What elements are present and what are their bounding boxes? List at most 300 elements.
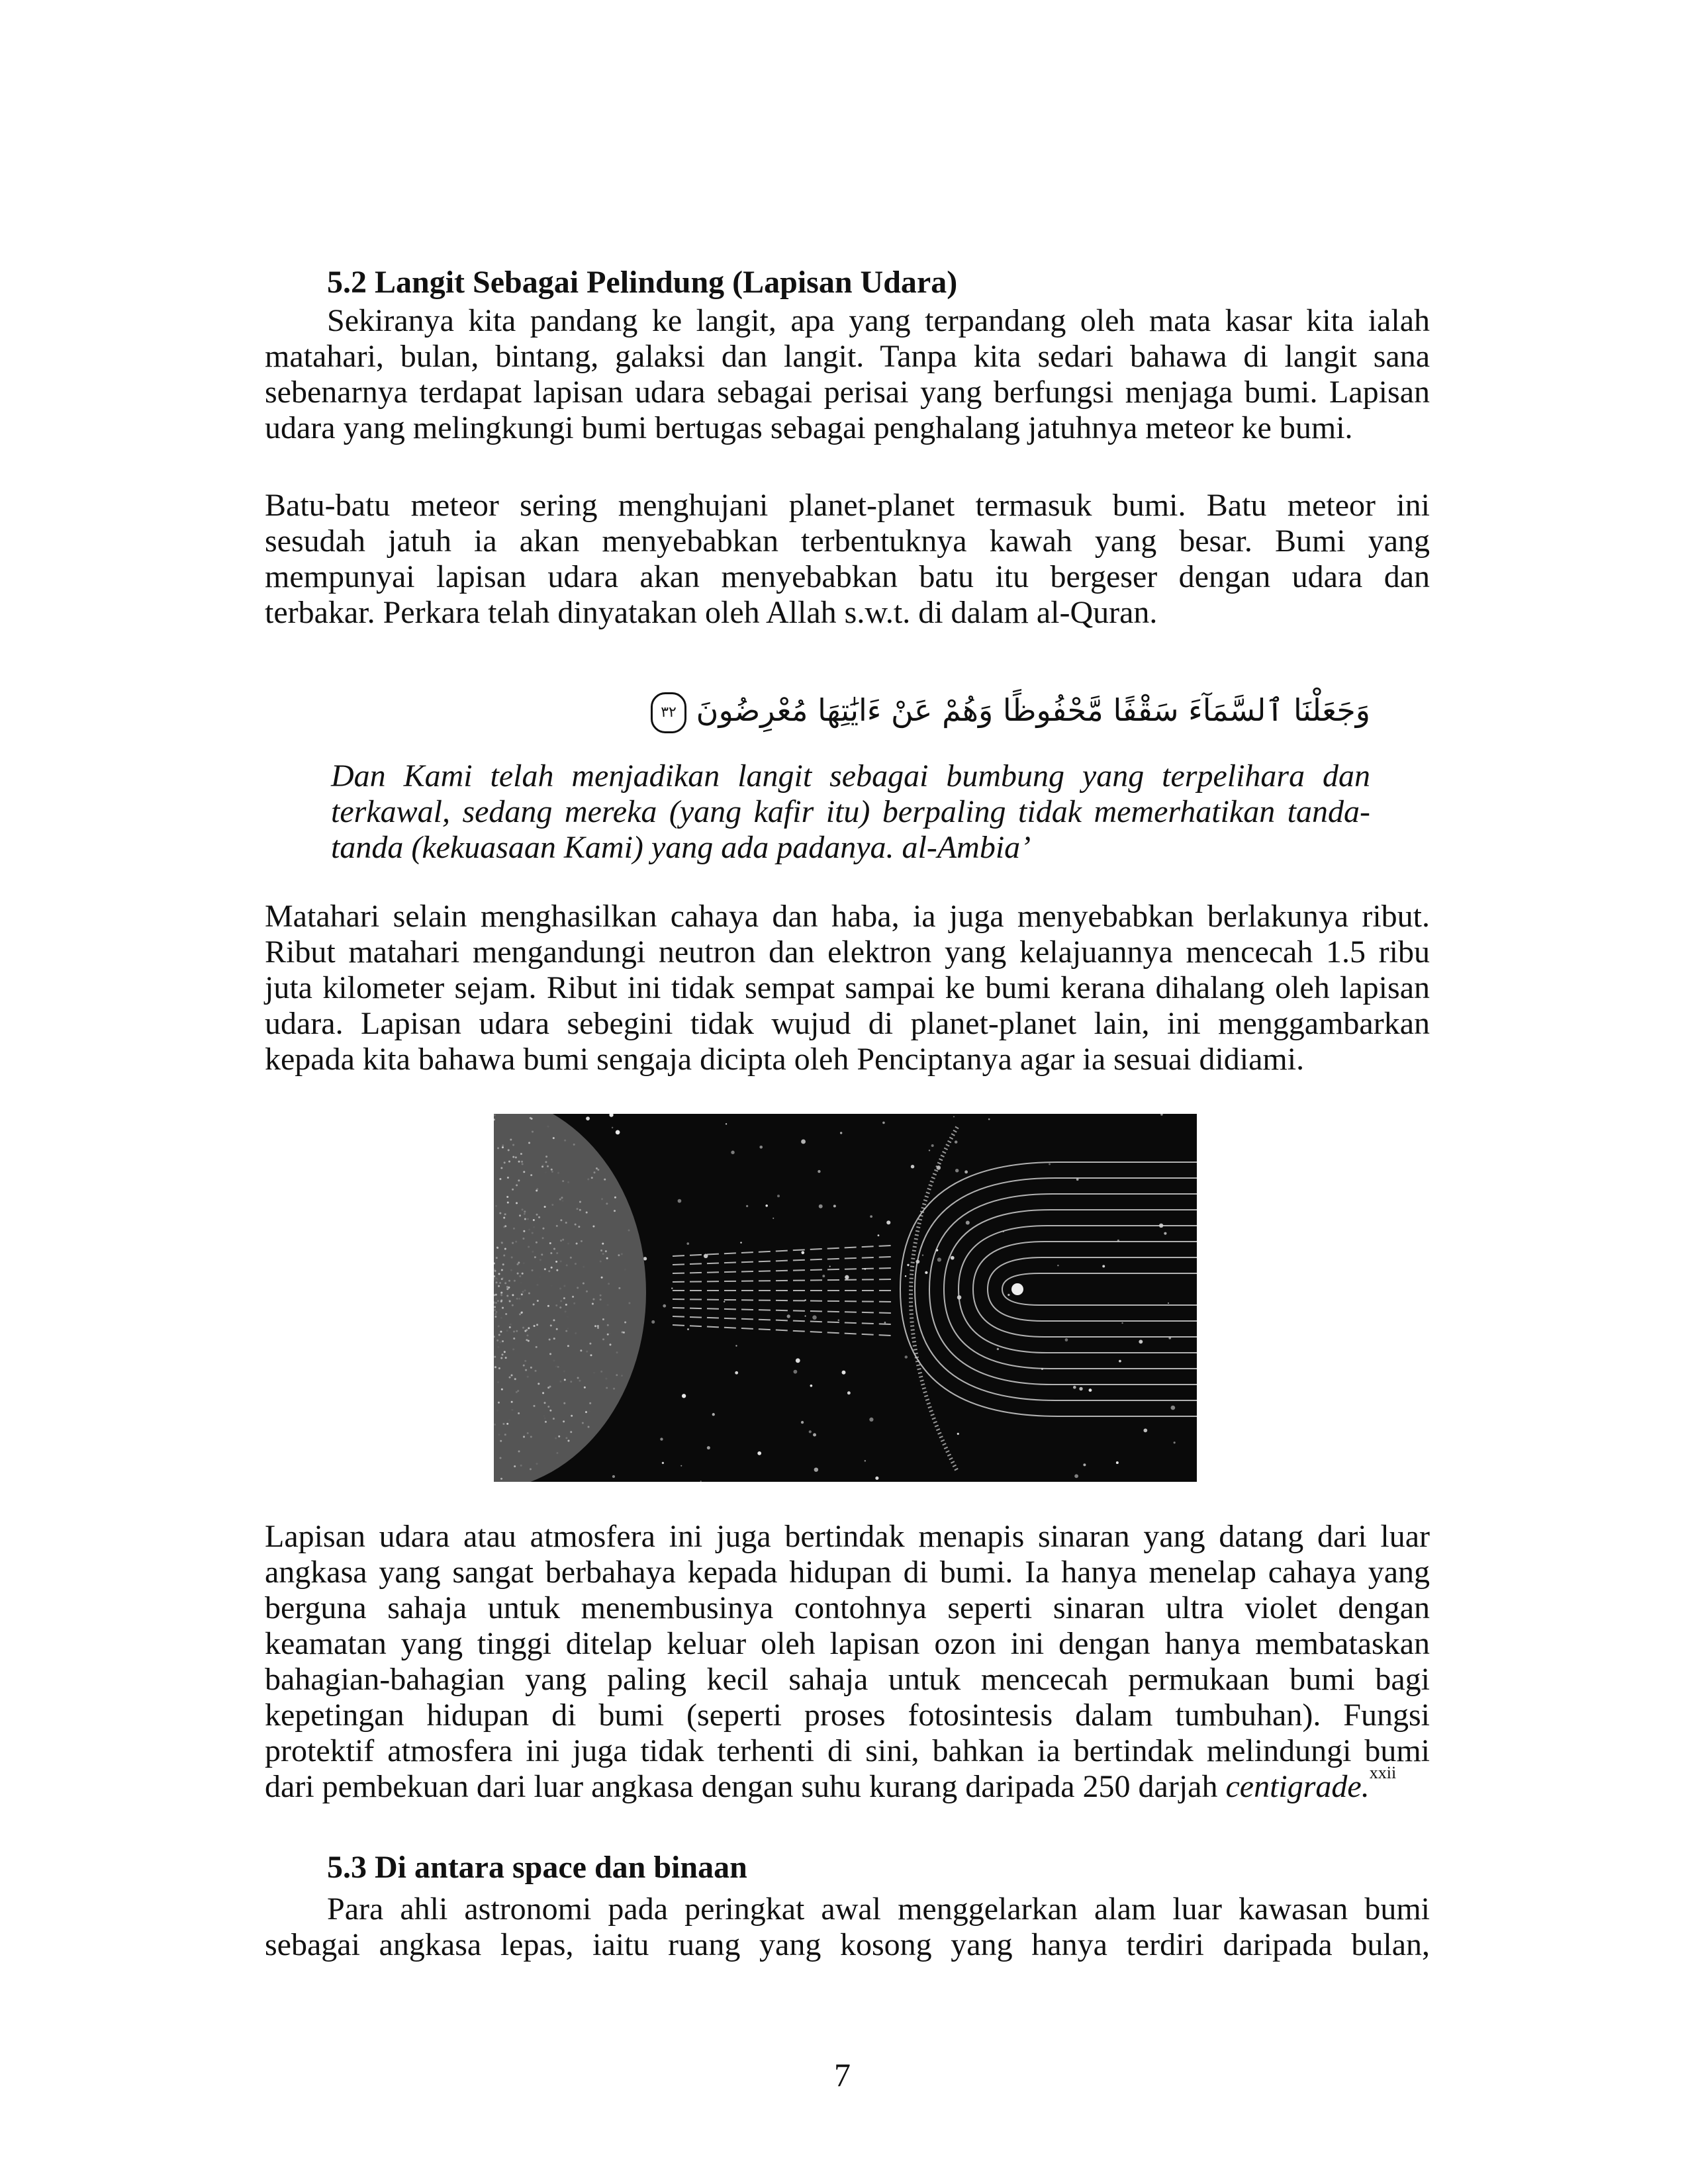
text-line: Sekiranya kita pandang ke langit, apa yang terpandang oleh mata kasar kita ialah xyxy=(327,303,1430,338)
sun-texture xyxy=(537,1284,539,1286)
text-line: udara yang melingkungi bumi bertugas sebagai penghalang jatuhnya meteor ke bumi. xyxy=(265,410,1353,445)
sun-texture xyxy=(522,1327,524,1329)
sun-texture xyxy=(614,1210,616,1212)
star xyxy=(869,1418,873,1422)
sun-texture xyxy=(500,1295,502,1297)
sun-texture xyxy=(508,1419,510,1421)
sun-texture xyxy=(594,1171,596,1173)
sun-texture xyxy=(542,1237,544,1239)
star xyxy=(777,1195,780,1197)
star xyxy=(842,1371,846,1375)
sun-texture xyxy=(556,1225,558,1227)
sun-texture xyxy=(621,1253,623,1255)
sun-texture xyxy=(508,1299,510,1301)
sun-texture xyxy=(592,1226,594,1228)
star xyxy=(687,1328,689,1330)
sun-texture xyxy=(609,1332,611,1334)
sun-texture xyxy=(503,1217,505,1219)
sun-texture xyxy=(511,1375,513,1377)
sun-texture xyxy=(567,1243,569,1245)
sun-texture xyxy=(606,1387,608,1389)
sun-texture xyxy=(502,1277,504,1279)
sun-texture xyxy=(618,1287,620,1289)
verse-translation xyxy=(331,758,1370,866)
sun-texture xyxy=(572,1296,574,1298)
sun-texture xyxy=(498,1402,500,1404)
sun-texture xyxy=(585,1411,587,1413)
star xyxy=(937,1257,941,1261)
sun-texture xyxy=(600,1250,602,1251)
sun-texture xyxy=(556,1269,558,1271)
sun-texture xyxy=(607,1304,609,1306)
sun-texture xyxy=(580,1349,582,1351)
sun-texture xyxy=(616,1351,618,1353)
sun-texture xyxy=(571,1415,573,1417)
paragraph-4 xyxy=(265,1519,1430,1769)
sun-texture xyxy=(516,1202,518,1204)
sun-texture xyxy=(573,1144,575,1146)
sun-texture xyxy=(532,1197,534,1199)
sun-texture xyxy=(530,1367,532,1369)
sun-texture xyxy=(553,1418,555,1420)
sun-texture xyxy=(607,1324,609,1326)
star xyxy=(805,1315,806,1316)
sun-texture xyxy=(549,1410,551,1412)
sun-texture xyxy=(500,1457,502,1459)
sun-texture xyxy=(527,1376,529,1378)
sun-texture xyxy=(556,1328,558,1330)
paragraph-4-last-line xyxy=(265,1763,1430,1805)
sun-texture xyxy=(508,1295,510,1297)
sun-texture xyxy=(609,1343,611,1345)
sun-texture xyxy=(530,1117,532,1119)
sun-texture xyxy=(566,1264,568,1266)
star xyxy=(840,1132,842,1134)
solar-wind-stream xyxy=(673,1325,891,1336)
solar-wind-stream xyxy=(673,1279,891,1282)
sun-texture xyxy=(604,1179,606,1181)
sun-texture xyxy=(600,1371,602,1373)
sun-texture xyxy=(590,1354,592,1356)
sun-texture xyxy=(567,1181,569,1183)
star xyxy=(809,1430,812,1433)
sun-texture xyxy=(530,1174,532,1176)
sun-texture xyxy=(508,1160,510,1162)
sun-texture xyxy=(499,1282,501,1284)
sun-texture xyxy=(567,1328,569,1330)
star xyxy=(829,1266,831,1267)
sun-texture xyxy=(536,1346,538,1348)
sun-texture xyxy=(519,1313,521,1315)
sun-texture xyxy=(533,1304,535,1306)
star xyxy=(1119,1360,1121,1363)
star xyxy=(735,1371,738,1375)
text-line: Ribut matahari mengandungi neutron dan elektron yang kelajuannya mencecah 1.5 ribu xyxy=(265,934,1430,970)
sun-texture xyxy=(556,1252,558,1254)
star xyxy=(1174,1441,1176,1443)
star xyxy=(931,1144,934,1147)
sun-texture xyxy=(494,1424,496,1426)
sun-texture xyxy=(534,1405,536,1407)
sun-texture xyxy=(519,1214,521,1216)
sun-texture xyxy=(528,1327,530,1329)
sun-texture xyxy=(532,1224,534,1226)
sun-texture xyxy=(562,1200,564,1202)
sun-texture xyxy=(544,1418,546,1420)
star xyxy=(1139,1340,1143,1343)
star xyxy=(735,1345,737,1346)
sun-texture xyxy=(508,1287,510,1289)
sun-texture xyxy=(507,1202,509,1204)
sun-texture xyxy=(543,1415,545,1417)
text-line: Lapisan udara atau atmosfera ini juga bertindak menapis sinaran yang datang dari luar xyxy=(265,1519,1430,1554)
sun-texture xyxy=(577,1208,579,1210)
sun-texture xyxy=(507,1177,509,1179)
sun-texture xyxy=(559,1287,561,1289)
sun-texture xyxy=(557,1366,559,1368)
sun-texture xyxy=(522,1273,524,1275)
sun-texture xyxy=(501,1269,503,1271)
sun-texture xyxy=(522,1238,524,1240)
star xyxy=(759,1146,763,1149)
star xyxy=(1164,1232,1166,1235)
sun-texture xyxy=(564,1140,566,1142)
sun-texture xyxy=(528,1293,530,1295)
sun-texture xyxy=(528,1340,530,1342)
footnote-reference[interactable]: xxii xyxy=(1369,1763,1397,1782)
sun-texture xyxy=(498,1325,500,1327)
sun-texture xyxy=(565,1310,567,1312)
sun-texture xyxy=(589,1402,591,1404)
star xyxy=(1121,1322,1123,1324)
sun-texture xyxy=(526,1334,528,1336)
magnetic-field-line xyxy=(1002,1273,1197,1305)
sun-texture xyxy=(583,1266,585,1268)
sun-texture xyxy=(575,1228,577,1230)
text-line: terbakar. Perkara telah dinyatakan oleh Allah s.w.t. di dalam al-Quran. xyxy=(265,595,1158,630)
sun-texture xyxy=(519,1275,521,1277)
sun-texture xyxy=(495,1311,497,1313)
sun-texture xyxy=(521,1293,523,1295)
sun-texture xyxy=(536,1188,538,1190)
star xyxy=(929,1150,930,1151)
sun-texture xyxy=(501,1242,503,1244)
solar-wind-stream xyxy=(673,1316,891,1324)
solar-wind-magnetosphere-image xyxy=(494,1114,1197,1482)
sun-texture xyxy=(608,1283,610,1285)
sun-texture xyxy=(563,1370,565,1372)
sun-texture xyxy=(601,1198,603,1200)
star xyxy=(847,1391,851,1394)
magnetic-field-line xyxy=(915,1178,1197,1400)
text-line: angkasa yang sangat berbahaya kepada hidupan di bumi. Ia hanya menelap cahaya yang xyxy=(265,1555,1430,1590)
sun-texture xyxy=(545,1161,547,1163)
star xyxy=(793,1370,797,1374)
sun-texture xyxy=(502,1423,504,1425)
sun-texture xyxy=(588,1426,590,1428)
text-line: sebagai angkasa lepas, iaitu ruang yang kosong yang hanya terdiri daripada bulan, xyxy=(265,1927,1430,1962)
text-line: keamatan yang tinggi ditelap keluar oleh lapisan ozon ini dengan hanya membataskan xyxy=(265,1626,1430,1661)
sun-texture xyxy=(496,1281,498,1283)
sun-texture xyxy=(504,1161,506,1163)
sun-texture xyxy=(494,1313,496,1315)
sun-texture xyxy=(499,1341,501,1343)
page-number: 7 xyxy=(834,2056,851,2093)
sun-texture xyxy=(497,1346,499,1348)
sun-texture xyxy=(514,1465,516,1467)
sun-texture xyxy=(520,1465,522,1467)
sun-texture xyxy=(593,1372,595,1374)
sun-texture xyxy=(518,1161,520,1163)
sun-texture xyxy=(577,1377,579,1379)
star xyxy=(822,1275,825,1277)
sun-texture xyxy=(496,1410,498,1412)
sun-texture xyxy=(499,1308,501,1310)
sun-texture xyxy=(567,1440,569,1442)
sun-texture xyxy=(494,1306,496,1308)
star xyxy=(833,1205,836,1207)
star xyxy=(796,1358,800,1363)
sun-texture xyxy=(528,1142,530,1144)
star xyxy=(911,1165,914,1168)
solar-wind-stream xyxy=(673,1308,891,1313)
sun-texture xyxy=(500,1317,502,1319)
paragraph-1 xyxy=(265,303,1430,446)
star xyxy=(814,1467,818,1471)
sun-texture xyxy=(518,1412,520,1414)
sun-texture xyxy=(605,1378,607,1380)
star xyxy=(964,1170,968,1173)
sun-texture xyxy=(561,1197,563,1199)
sun-texture xyxy=(556,1452,558,1454)
sun-texture xyxy=(559,1306,561,1308)
sun-texture xyxy=(532,1130,534,1132)
sun-texture xyxy=(517,1390,519,1392)
star xyxy=(988,1118,990,1120)
sun-texture xyxy=(523,1230,525,1232)
sun-texture xyxy=(570,1431,572,1433)
sun-texture xyxy=(562,1180,564,1182)
sun-texture xyxy=(510,1332,512,1334)
sun-texture xyxy=(520,1153,522,1155)
sun-texture xyxy=(504,1281,506,1283)
sun-texture xyxy=(538,1216,540,1218)
sun-texture xyxy=(563,1402,565,1404)
sun-texture xyxy=(570,1257,572,1259)
star xyxy=(765,1205,768,1207)
star xyxy=(1168,1302,1169,1304)
sun-texture xyxy=(573,1302,575,1304)
star xyxy=(925,1271,927,1274)
sun-texture xyxy=(500,1299,502,1301)
sun-texture xyxy=(509,1377,511,1379)
sun-texture xyxy=(506,1288,508,1290)
star xyxy=(810,1385,813,1387)
sun-texture xyxy=(523,1435,525,1437)
star xyxy=(746,1205,748,1207)
sun-texture xyxy=(497,1300,499,1302)
text-line: sebenarnya terdapat lapisan udara sebagai perisai yang berfungsi menjaga bumi. Lapisan xyxy=(265,375,1430,410)
star xyxy=(997,1348,999,1350)
text-line: terkawal, sedang mereka (yang kafir itu) berpaling tidak memerhatikan tanda- xyxy=(331,794,1370,829)
sun-texture xyxy=(567,1316,569,1318)
star xyxy=(819,1205,823,1208)
sun-texture xyxy=(589,1343,591,1345)
sun-texture xyxy=(536,1242,538,1244)
sun-texture xyxy=(527,1432,529,1434)
sun-texture xyxy=(597,1169,599,1171)
sun-texture xyxy=(522,1208,524,1210)
sun-texture xyxy=(523,1262,525,1264)
star xyxy=(884,1322,886,1324)
sun-texture xyxy=(536,1463,538,1465)
star xyxy=(955,1169,959,1172)
sun-texture xyxy=(553,1359,555,1361)
sun-texture xyxy=(565,1330,567,1332)
text-line: Matahari selain menghasilkan cahaya dan haba, ia juga menyebabkan berlakunya ribut. xyxy=(265,899,1430,934)
sun-texture xyxy=(551,1169,553,1171)
sun-texture xyxy=(575,1332,577,1334)
star xyxy=(609,1114,613,1117)
star xyxy=(616,1130,620,1134)
sun-texture xyxy=(551,1171,553,1173)
sun-texture xyxy=(514,1378,516,1380)
sun-texture xyxy=(597,1325,599,1327)
star xyxy=(682,1394,686,1398)
quran-verse xyxy=(644,685,1370,735)
sun-texture xyxy=(547,1406,549,1408)
star xyxy=(726,1123,727,1124)
solar-wind-stream xyxy=(673,1268,891,1273)
sun-texture xyxy=(494,1366,496,1368)
ayah-number-marker: ٣٢ xyxy=(651,692,686,733)
star xyxy=(1143,1429,1147,1433)
sun-texture xyxy=(547,1165,549,1167)
star xyxy=(731,1151,734,1154)
sun-texture xyxy=(504,1351,506,1353)
sun-texture xyxy=(498,1433,500,1435)
sun-texture xyxy=(596,1167,598,1169)
section-heading-5-2: 5.2 Langit Sebagai Pelindung (Lapisan Udara) xyxy=(327,265,958,300)
star xyxy=(905,1275,906,1277)
sun-texture xyxy=(549,1353,551,1355)
earth xyxy=(1011,1283,1023,1295)
sun-texture xyxy=(494,1316,496,1318)
star xyxy=(875,1477,878,1480)
star xyxy=(907,1264,909,1266)
sun-texture xyxy=(494,1309,496,1311)
sun-texture xyxy=(592,1303,594,1305)
solar-wind-stream xyxy=(673,1299,891,1302)
sun-texture xyxy=(565,1304,567,1306)
sun-texture xyxy=(512,1156,514,1158)
sun-texture xyxy=(602,1253,604,1255)
sun-texture xyxy=(551,1204,553,1206)
sun-texture xyxy=(532,1269,534,1271)
paragraph-5 xyxy=(265,1891,1430,1963)
sun-texture xyxy=(521,1161,523,1163)
sun-texture xyxy=(539,1259,541,1261)
star xyxy=(955,1140,957,1143)
sun-texture xyxy=(534,1256,536,1258)
star xyxy=(1102,1265,1105,1267)
star xyxy=(953,1116,955,1117)
sun-texture xyxy=(518,1179,520,1181)
sun-texture xyxy=(560,1260,562,1262)
sun-texture xyxy=(523,1365,525,1367)
star xyxy=(1073,1386,1076,1389)
sun-texture xyxy=(514,1280,516,1282)
star xyxy=(586,1116,590,1120)
sun-texture xyxy=(618,1254,620,1256)
sun-texture xyxy=(524,1213,526,1215)
text-segment: dari pembekuan dari luar angkasa dengan suhu kurang daripada 250 darjah xyxy=(265,1769,1226,1804)
sun-texture xyxy=(511,1401,513,1403)
sun-texture xyxy=(513,1338,515,1340)
sun-texture xyxy=(602,1338,604,1340)
text-line: matahari, bulan, bintang, galaksi dan langit. Tanpa kita sedari bahawa di langit sana xyxy=(265,339,1430,374)
sun-texture xyxy=(565,1437,567,1439)
sun-texture xyxy=(607,1334,609,1336)
sun-texture xyxy=(547,1126,549,1128)
sun-texture xyxy=(506,1330,508,1332)
star xyxy=(680,1465,682,1467)
sun-texture xyxy=(548,1270,550,1272)
sun-texture xyxy=(545,1171,547,1173)
sun-texture xyxy=(518,1298,520,1300)
sun-texture xyxy=(559,1381,561,1383)
text-line: Batu-batu meteor sering menghujani planet-planet termasuk bumi. Batu meteor ini xyxy=(265,488,1430,523)
star xyxy=(612,1475,615,1478)
sun-texture xyxy=(525,1369,527,1371)
sun-texture xyxy=(500,1331,502,1333)
sun-texture xyxy=(563,1285,565,1287)
sun-texture xyxy=(504,1433,506,1435)
star xyxy=(882,1122,885,1124)
sun-texture xyxy=(513,1228,515,1230)
sun-texture xyxy=(534,1325,536,1327)
sun-texture xyxy=(547,1305,549,1307)
text-line: bahagian-bahagian yang paling kecil sahaja untuk mencecah permukaan bumi bagi xyxy=(265,1662,1430,1697)
sun-texture xyxy=(555,1261,557,1263)
sun-texture xyxy=(560,1219,562,1221)
sun-texture xyxy=(545,1156,547,1158)
sun-texture xyxy=(555,1365,557,1367)
sun-texture xyxy=(526,1339,528,1341)
sun-texture xyxy=(499,1212,501,1214)
sun-texture xyxy=(498,1367,500,1369)
sun-texture xyxy=(512,1242,514,1244)
sun-texture xyxy=(578,1226,580,1228)
star xyxy=(712,1413,715,1416)
star xyxy=(957,1433,959,1435)
sun-texture xyxy=(512,1304,514,1306)
text-line: juta kilometer sejam. Ribut ini tidak sempat sampai ke bumi kerana dihalang oleh lapisan xyxy=(265,970,1430,1005)
sun-texture xyxy=(555,1437,557,1439)
star xyxy=(1089,1388,1092,1392)
star xyxy=(707,1446,710,1449)
sun-texture xyxy=(495,1205,497,1207)
sun-texture xyxy=(553,1338,555,1340)
text-line: protektif atmosfera ini juga tidak terhenti di sini, bahkan ia bertindak melindungi bumi xyxy=(265,1733,1430,1768)
sun-texture xyxy=(510,1139,512,1141)
sun-texture xyxy=(510,1324,512,1326)
sun-texture xyxy=(498,1285,500,1287)
sun-texture xyxy=(512,1189,514,1191)
sun-texture xyxy=(495,1298,497,1300)
star xyxy=(612,1127,613,1128)
sun-texture xyxy=(536,1324,538,1326)
